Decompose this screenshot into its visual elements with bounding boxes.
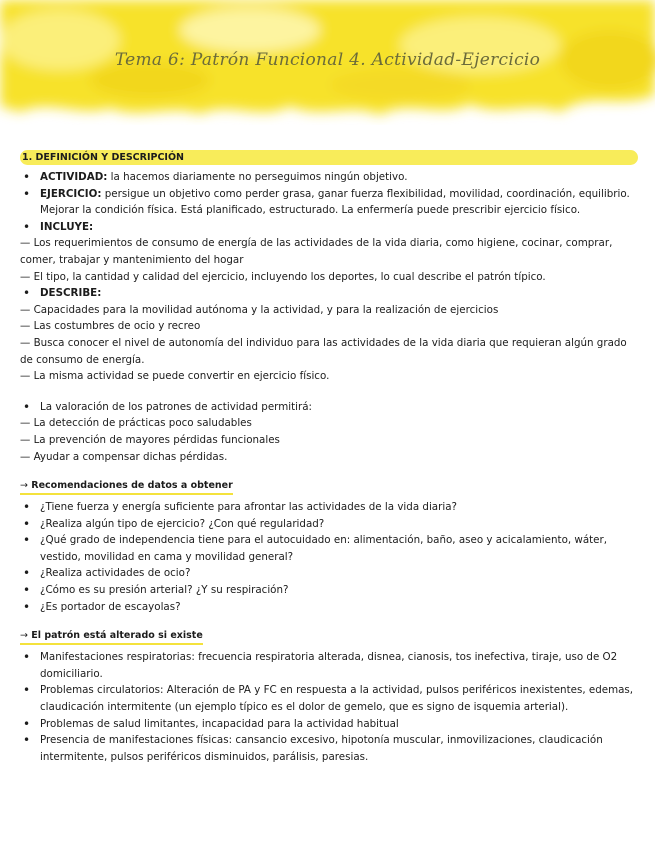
section-header-definicion: 1. DEFINICIÓN Y DESCRIPCIÓN [20,150,638,165]
dash-item: — La prevención de mayores pérdidas funcionales [20,433,280,446]
dash-item: — La detección de prácticas poco saludables [20,417,252,430]
section-header-patron-alterado [20,629,203,645]
actividad-text: la hacemos diariamente no perseguimos ningún objetivo. [107,171,408,183]
list-item: • Presencia de manifestaciones físicas: cansancio excesivo, hipotonía muscular, inmovilizaciones, claudicación intermitente, pulsos periféricos disminuidos, parálisis, paresias. [20,732,638,765]
list-item [20,169,638,186]
dash-item: — Busca conocer el nivel de autonomía del individuo para las actividades de la vida diaria que requieran algún grado de consumo de energía. [20,336,627,366]
section-header-recomendaciones [20,479,233,495]
list-item: • La valoración de los patrones de actividad permitirá: [20,399,638,416]
list-item [20,186,638,219]
arrow-icon: → [20,630,28,642]
section-header-text: Recomendaciones de datos a obtener [31,480,233,492]
arrow-icon: → [20,480,28,492]
incluye-label: INCLUYE: [40,220,94,233]
dash-item: — Los requerimientos de consumo de energía de las actividades de la vida diaria, como higiene, cocinar, comprar, comer, trabajar y mantenimiento del hogar [20,237,613,266]
section-header-text: El patrón está alterado si existe [31,630,203,642]
dash-item: — Ayudar a compensar dichas pérdidas. [20,450,228,463]
list-item: • ¿Cómo es su presión arterial? ¿Y su respiración? [20,582,638,599]
page-title: Tema 6: Patrón Funcional 4. Actividad-Ejercicio [114,50,541,70]
dash-item: — Las costumbres de ocio y recreo [20,320,201,333]
list-item: • Manifestaciones respiratorias: frecuencia respiratoria alterada, disnea, cianosis, tos inefectiva, tiraje, uso de O2 domiciliario. [20,649,638,682]
list-item [20,219,638,236]
document-body [20,150,638,765]
ejercicio-text: persigue un objetivo como perder grasa, ganar fuerza flexibilidad, movilidad, coordinación, equilibrio. Mejorar la condición física. Está planificado, estructurado. La enfermería puede prescribir ejercicio físico. [40,187,630,217]
list-item: • ¿Realiza actividades de ocio? [20,565,638,582]
dash-item: — Capacidades para la movilidad autónoma y la actividad, y para la realización de ejercicios [20,303,499,316]
actividad-label: ACTIVIDAD: [40,171,108,183]
ejercicio-label: EJERCICIO: [40,187,102,200]
list-item: • Problemas de salud limitantes, incapacidad para la actividad habitual [20,716,638,733]
list-item: • ¿Tiene fuerza y energía suficiente para afrontar las actividades de la vida diaria? [20,499,638,516]
list-item: • Problemas circulatorios: Alteración de PA y FC en respuesta a la actividad, pulsos periféricos inexistentes, edemas, claudicación intermitente (un ejemplo típico es el dolor de gemelo, que es signo de isquemia arterial). [20,682,638,715]
dash-item: — La misma actividad se puede convertir en ejercicio físico. [20,370,330,383]
list-item: • ¿Es portador de escayolas? [20,599,638,616]
list-item [20,285,638,302]
list-item: • ¿Realiza algún tipo de ejercicio? ¿Con qué regularidad? [20,516,638,533]
list-item: • ¿Qué grado de independencia tiene para el autocuidado en: alimentación, baño, aseo y acicalamiento, wáter, vestido, movilidad en cama y movilidad general? [20,532,638,565]
describe-label: DESCRIBE: [40,287,102,300]
dash-item: — El tipo, la cantidad y calidad del ejercicio, incluyendo los deportes, lo cual describe el patrón típico. [20,270,546,283]
